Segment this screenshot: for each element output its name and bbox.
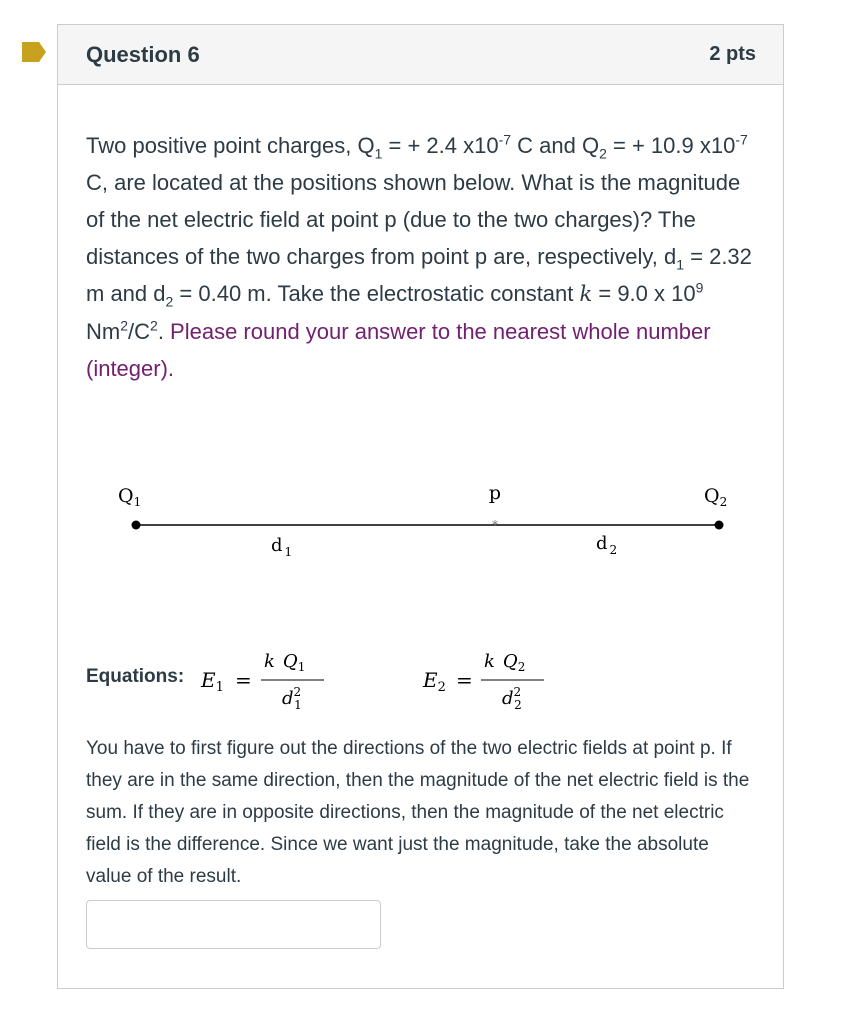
charges-diagram (118, 465, 738, 575)
equations-math (86, 640, 726, 720)
question-points: 2 pts (709, 43, 756, 65)
question-flag-icon[interactable] (22, 42, 46, 62)
e1-equals: = (235, 668, 252, 692)
q1-dot (132, 521, 141, 530)
rounding-instruction: Please round your answer to the nearest whole number (integer). (86, 319, 711, 381)
q2-dot (715, 521, 724, 530)
question-card (57, 24, 784, 989)
question-header (58, 25, 783, 85)
p-marker: * (492, 518, 498, 532)
q2-label: $Q_2$ (704, 485, 728, 509)
answer-input[interactable] (86, 900, 381, 949)
d2-label: d $_2$ (596, 533, 618, 557)
e2-numerator: k $Q_2$ (484, 651, 526, 674)
q1-label: $Q_1$ (118, 485, 142, 509)
equations-row (86, 640, 726, 720)
equations-label: Equations: (86, 666, 185, 687)
d1-label: d $_1$ (271, 535, 293, 559)
e1-numerator: k $Q_1$ (264, 651, 306, 674)
e1-lhs: $E_1$ (201, 668, 224, 695)
e2-denominator: $d^2$ 2 (502, 685, 522, 712)
e2-equals: = (456, 668, 473, 692)
e2-lhs: $E_2$ (423, 668, 446, 695)
hint-text: You have to first figure out the directions of the two electric fields at point p. If they are in the same direction, then the magnitude of the net electric field is the sum. If they are in opposite directions, then the magnitude of the net electric field is the difference. Since we want just the magnitude, take the absolute value of the result. (86, 738, 750, 887)
p-label: p (488, 482, 502, 504)
e1-denominator: $d^2$ 1 (282, 685, 302, 712)
question-text: Two positive point charges, $Q_1$ = + 2.4 $x10^{-7}$ C and $Q_2$ = + 10.9 $x10^{-7}$ C, are located at the positions shown below. What is the magnitude of the net electric field at point p (due to the two charges)? The distances of the two charges from point p are, respectively, $d_1 = 2.32$ m and $d_2 = 0.40$ m. Take the electrostatic constant k = 9.0 x $10^9$ $Nm^2/C^2$. Please round your answer to the nearest whole number (integer). (86, 131, 752, 381)
question-title: Question 6 (86, 41, 200, 67)
